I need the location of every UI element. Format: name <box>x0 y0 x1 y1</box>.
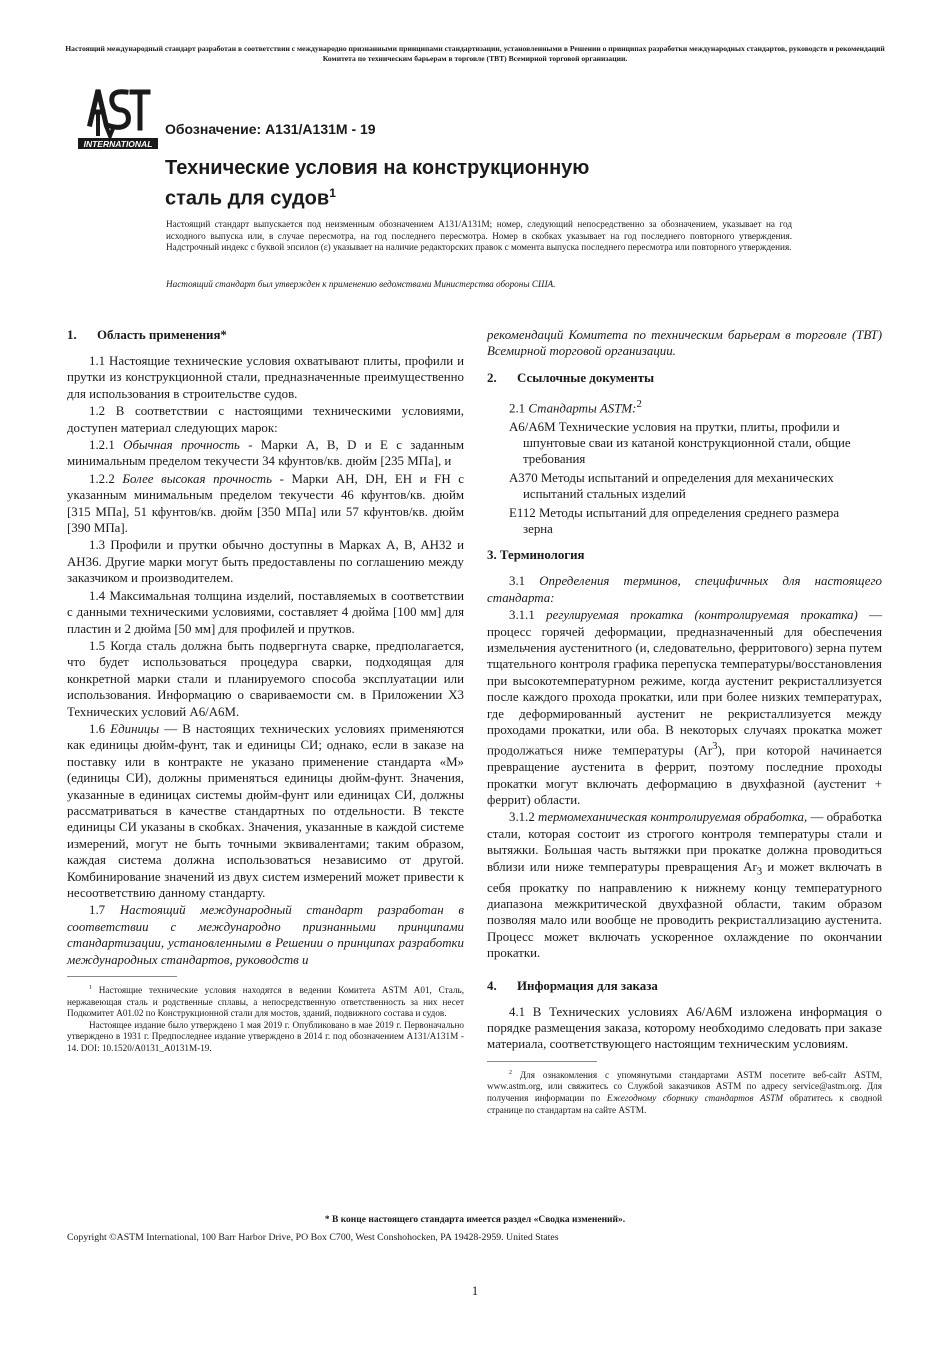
left-column <box>67 327 464 1055</box>
reference-item: A6/A6M Технические условия на прутки, плиты, профили и шпунтовые сваи из катаной конструкционной стали, общие требования <box>509 419 851 467</box>
document-title: Технические условия на конструкционную сталь для судов$^1$ <box>165 157 590 210</box>
copyright-line: Copyright ©ASTM International, 100 Barr Harbor Drive, PO Box C700, West Conshohocken, PA 19428-2959. United States <box>67 1232 559 1243</box>
section-3-heading: 3. Терминология <box>487 548 585 563</box>
logo-label: INTERNATIONAL <box>83 139 153 149</box>
page-number: 1 <box>471 1284 479 1298</box>
para-1-5: 1.5 Когда сталь должна быть подвергнута сварке, предполагается, что будет использоваться процедура сварки, подходящая для конкретной марки стали и планируемого способа эксплуатации или использования. Информацию о свариваемости см. в Приложении X3 Технических условий A6/A6M. <box>67 638 464 719</box>
para-1-2-2: 1.2.2 Более высокая прочность - Марки AH, DH, EH и FH с указанным минимальным пределом текучести 46 кфунтов/кв. дюйм [315 МПа], 51 кфунтов/кв. дюйм [350 МПа] или 57 кфунтов/кв. дюйм [390 МПа]. <box>67 471 464 536</box>
para-1-6: 1.6 Единицы — В настоящих технических условиях применяются как единицы дюйм-фунт, так и единицы СИ; однако, если в заказе на поставку или в контракте не указано применение стандарта «M» (единицы СИ), должны применяться единицы дюйм-фунт. Значения, указанные в единицах системы дюйм-фунт или единицах СИ, должны рассматриваться в качестве стандартных по отдельности. В тексте единицы СИ указаны в скобках. Значения, указанные в каждой системе измерений, могут не быть точными эквивалентами; таким образом, каждая система должна использоваться независимо от другой. Комбинирование значений из двух систем измерений может привести к несоответствию данному стандарту. <box>67 721 464 900</box>
para-1-1: 1.1 Настоящие технические условия охватывают плиты, профили и прутки из конструкционной стали, предназначенные преимущественно для использования в строительстве судов. <box>67 354 464 401</box>
astm-logo <box>78 84 158 150</box>
international-standard-notice: Настоящий международный стандарт разработан в соответствии с международно признанными принципами стандартизации, установленными в Решении о принципах разработки международных стандартов, руководств и рекомендаций Комитета по техническим барьерам в торговле (ТВТ) Всемирной торговой организации. <box>65 44 885 63</box>
footnote-1: $^1$ Настоящие технические условия находятся в ведении Комитета ASTM A01, Сталь, нержавеющая сталь и родственные сплавы, а непосредственную ответственность за них несет Подкомитет A01.02 по Конструкционной стали для мостов, зданий, подвижного состава и судов. <box>67 985 464 1019</box>
para-1-2-1: 1.2.1 Обычная прочность - Марки A, B, D и E с заданным минимальным пределом текучести 34 кфунтов/кв. дюйм [235 МПа], и <box>67 438 464 469</box>
footnote-divider <box>67 976 177 977</box>
section-4-heading: 4. Информация для заказа <box>487 978 658 993</box>
reference-item: E112 Методы испытаний для определения среднего размера зерна <box>509 505 840 536</box>
footnote-divider <box>487 1061 597 1062</box>
para-3-1-1: 3.1.1 регулируемая прокатка (контролируемая прокатка) — процесс горячей деформации, предназначенный для обеспечения измельчения аустенитного (и, следовательно, ферритового) зерна путем тщательного контроля графика перепуска температуры/восстановления при высокотемпературном режиме, когда аустенит рекристаллизуется после каждого прохода прокатки, или при более низких температурах, где деформированный аустенит не рекристаллизуется между проходами прокатки, или оба. В некоторых случаях прокатка может продолжаться ниже температуры (Ar$^3$), при которой начинается превращение аустенита в феррит, поэтому последние проходы прокатки могут включать деформацию в двухфазной (аустенит + феррит) области. <box>487 608 882 807</box>
right-column <box>487 327 882 1116</box>
designation: Обозначение: A131/A131M - 19 <box>165 121 376 137</box>
para-3-1: 3.1 Определения терминов, специфичных для настоящего стандарта: <box>487 574 882 605</box>
para-1-3: 1.3 Профили и прутки обычно доступны в Марках A, B, AH32 и AH36. Другие марки могут быть предоставлены по соглашению между заказчиком и производителем. <box>67 538 464 586</box>
summary-of-changes-note: * В конце настоящего стандарта имеется раздел «Сводка изменений». <box>324 1215 626 1225</box>
para-4-1: 4.1 В Технических условиях A6/A6M изложена информация о порядке размещения заказа, которому необходимо следовать при заказе материала, соответствующего настоящим техническим условиям. <box>487 1004 882 1052</box>
section-1-heading: 1. Область применения* <box>67 328 227 342</box>
para-1-7-continued: рекомендаций Комитета по техническим барьерам в торговле (ТВТ) Всемирной торговой организации. <box>487 328 882 359</box>
reference-item: A370 Методы испытаний и определения для механических испытаний стальных изделий <box>509 470 834 502</box>
section-2-heading: 2. Ссылочные документы <box>487 370 655 385</box>
approval-note: Настоящий стандарт был утвержден к применению ведомствами Министерства обороны США. <box>166 279 556 289</box>
para-2-1: 2.1 Стандарты ASTM:$^2$ <box>509 397 642 416</box>
footnote-1-edition: Настоящее издание было утверждено 1 мая 2019 г. Опубликовано в мае 2019 г. Первоначально утверждено в 1931 г. Предпоследнее издание утверждено в 2014 г. под обозначением A131/A131M - 14. DOI: 10.1520/A0131_A0131M-19. <box>67 1019 464 1054</box>
para-3-1-2: 3.1.2 термомеханическая контролируемая обработка, — обработка стали, которая состоит из строгого контроля температуры стали и вытяжки. Большая часть вытяжки при прокатке должна проводиться вблизи или ниже температуры превращения $Ar_3$ и может включать в себя прокатку по направлению к нижнему концу температурного диапазона межкритической двухфазной области, таким образом позволяя мало или вообще не проводить рекристаллизацию аустенита. Процесс может включать ускоренное охлаждение по окончании прокатки. <box>487 810 883 961</box>
footnote-2: $^2$ Для ознакомления с упомянутыми стандартами ASTM посетите веб-сайт ASTM, www.astm.org, или свяжитесь со Службой заказчиков ASTM по адресу service@astm.org. Для получения информации по Ежегодному сборнику стандартов ASTM обратитесь к сводной странице по стандартам на сайте ASTM. <box>487 1069 882 1115</box>
para-1-4: 1.4 Максимальная толщина изделий, поставляемых в соответствии с данными техническими условиями, составляет 4 дюйма [100 мм] для пластин и 2 дюйма [50 мм] для профилей и прутков. <box>67 588 464 636</box>
para-1-2: 1.2 В соответствии с настоящими техническими условиями, доступен материал следующих марок: <box>67 404 464 435</box>
para-1-7: 1.7 Настоящий международный стандарт разработан в соответствии с международно признанными принципами стандартизации, установленными в Решении о принципах разработки международных стандартов, руководств и <box>67 903 464 967</box>
designation-note: Настоящий стандарт выпускается под неизменным обозначением A131/A131M; номер, следующий непосредственно за обозначением, указывает на год исходного выпуска или, в случае пересмотра, на год последнего пересмотра. Номер в скобках указывает на год последнего повторного утверждения. Надстрочный индекс с буквой эпсилон (ε) указывает на наличие редакторских правок с момента выпуска последнего пересмотра или повторного утверждения. <box>166 219 792 253</box>
